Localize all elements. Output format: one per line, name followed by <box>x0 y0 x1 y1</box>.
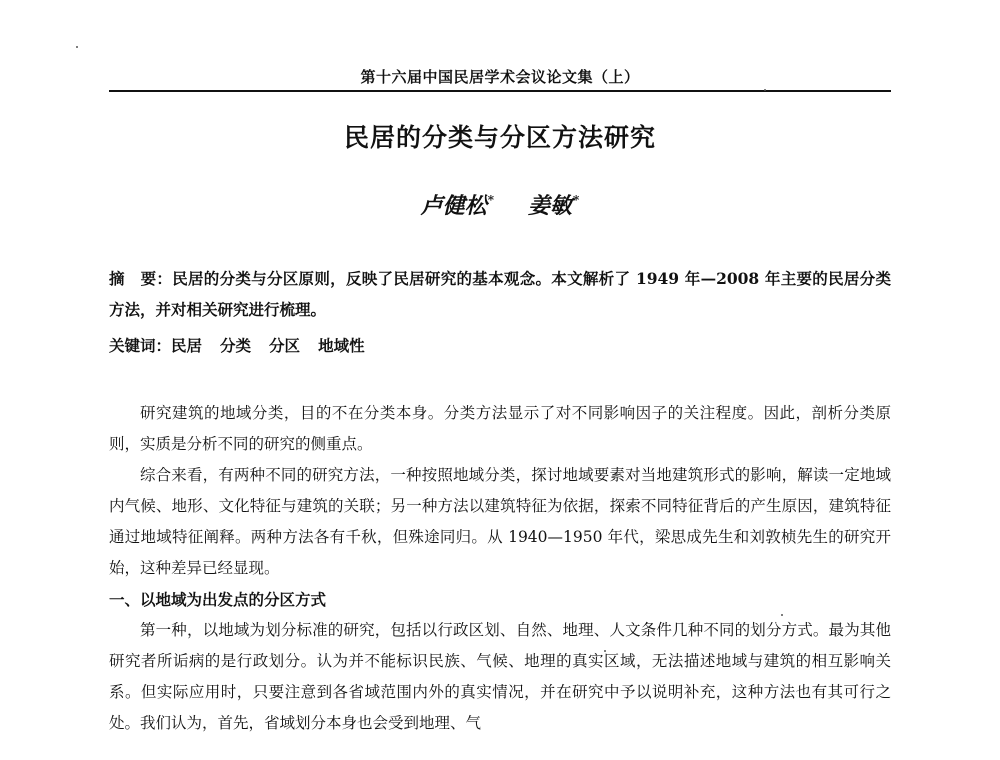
author-list <box>0 189 1000 220</box>
abstract-text: 民居的分类与分区原则，反映了民居研究的基本观念。本文解析了 1949 年—2008 年主要的民居分类方法，并对相关研究进行梳理。 <box>109 269 891 319</box>
running-header: 第十六届中国民居学术会议论文集（上） <box>360 68 640 86</box>
keyword-item: 民居 <box>171 336 203 355</box>
author-2-name: 姜敏 <box>528 193 573 219</box>
scan-speck <box>76 46 78 48</box>
abstract <box>109 263 891 325</box>
author-2 <box>528 189 579 220</box>
scan-speck <box>781 614 783 616</box>
author-1-name: 卢健松 <box>420 193 487 219</box>
keyword-item: 分类 <box>220 336 252 355</box>
body-text <box>109 398 891 739</box>
scan-speck <box>764 89 766 91</box>
body-paragraph-3: 第一种，以地域为划分标准的研究，包括以行政区划、自然、地理、人文条件几种不同的划分方式。最为其他研究者所诟病的是行政划分。认为并不能标识民族、气候、地理的真实区域，无法描述地域与建筑的相互影响关系。但实际应用时，只要注意到各省域范围内外的真实情况，并在研究中予以说明补充，这种方法也有其可行之处。我们认为，首先，省域划分本身也会受到地理、气 <box>109 621 891 732</box>
keywords <box>109 330 891 361</box>
author-1 <box>421 189 494 220</box>
abstract-label: 摘 要： <box>109 269 173 288</box>
section-1-heading: 一、以地域为出发点的分区方式 <box>109 590 327 609</box>
scan-speck <box>604 650 606 652</box>
author-2-mark: * <box>573 193 580 207</box>
keywords-label: 关键词： <box>109 336 172 355</box>
body-paragraph-2: 综合来看，有两种不同的研究方法，一种按照地域分类，探讨地域要素对当地建筑形式的影响，解读一定地域内气候、地形、文化特征与建筑的关联；另一种方法以建筑特征为依据，探索不同特征背后的产生原因，建筑特征通过地域特征阐释。两种方法各有千秋，但殊途同归。从 1940—1950 年代，梁思成先生和刘敦桢先生的研究开始，这种差异已经显现。 <box>109 466 891 577</box>
header-rule <box>109 90 891 92</box>
keyword-item: 地域性 <box>318 336 365 355</box>
paper-title: 民居的分类与分区方法研究 <box>343 123 656 152</box>
body-paragraph-1: 研究建筑的地域分类，目的不在分类本身。分类方法显示了对不同影响因子的关注程度。因此，剖析分类原则，实质是分析不同的研究的侧重点。 <box>109 404 891 453</box>
author-1-mark: * <box>487 193 494 207</box>
keyword-item: 分区 <box>269 336 301 355</box>
